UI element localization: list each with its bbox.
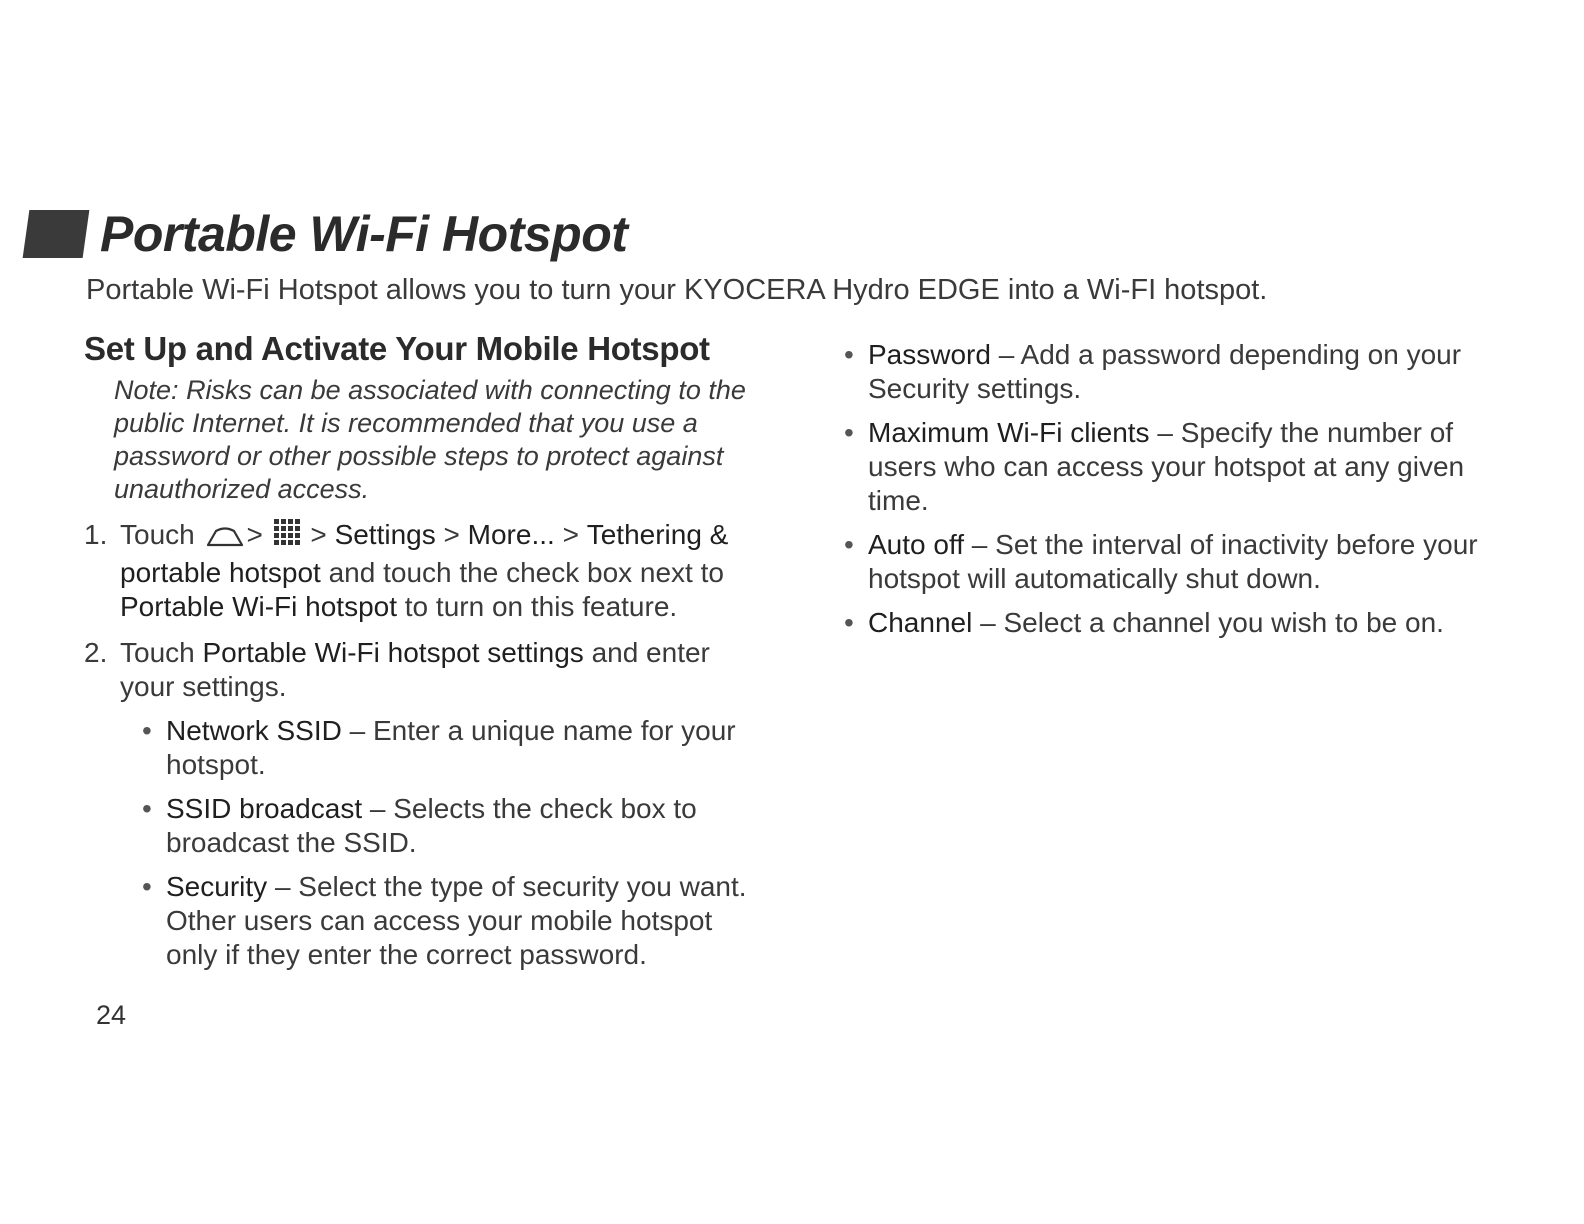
step-body [120,636,760,704]
bullet-desc: – Select a channel you wish to be on. [980,607,1444,638]
bullet-term: Security [166,871,268,902]
list-item [142,714,762,782]
right-column [844,330,1484,650]
bullet-term: Password [868,339,991,370]
bullet-term: Auto off [868,529,965,560]
bullet-dot: • [142,871,152,902]
page-number: 24 [96,1000,127,1030]
bullet-dot: • [844,607,854,638]
hotspot-settings-label: Portable Wi-Fi hotspot settings [202,637,584,668]
list-item [844,528,1484,596]
bullet-term: Network SSID [166,715,342,746]
step-body [120,518,760,624]
more-label: More... [467,519,555,550]
page-title: Portable Wi-Fi Hotspot [100,206,628,262]
left-bullet-list [142,714,762,972]
step-text: to turn on this feature. [404,591,678,622]
list-item [142,792,762,860]
bullet-term: Maximum Wi-Fi clients [868,417,1150,448]
bullet-desc: – Select the type of security you want. Other users can access your mobile hotspot only if they enter the correct password. [166,871,747,970]
step-number: 1. [84,519,108,550]
step-text: Touch [120,519,195,550]
bullet-dot: • [844,529,854,560]
section-heading: Set Up and Activate Your Mobile Hotspot [84,330,710,367]
home-icon [205,522,245,556]
note [114,374,754,506]
step-text: and touch the check box next to [328,557,724,588]
title-bar [26,204,627,264]
bullet-desc: – Specify the number of users who can access your hotspot at any given time. [868,417,1465,516]
note-label: Note: [114,375,179,405]
separator: > [443,519,460,550]
list-item [142,870,762,972]
separator: > [246,519,263,550]
separator: > [310,519,327,550]
bullet-desc: – Add a password depending on your Security settings. [868,339,1462,404]
bullet-term: Channel [868,607,973,638]
title-square-icon [23,210,90,258]
list-item [844,416,1484,518]
bullet-desc: – Enter a unique name for your hotspot. [166,715,736,780]
apps-grid-icon [273,518,301,554]
list-item [844,606,1484,640]
list-item [844,338,1484,406]
separator: > [562,519,579,550]
bullet-term: SSID broadcast [166,793,363,824]
tethering-label: Tethering & portable hotspot [120,519,729,588]
bullet-dot: • [844,417,854,448]
step-2 [84,636,784,704]
bullet-desc: – Set the interval of inactivity before your hotspot will automatically shut down. [868,529,1478,594]
bullet-desc: – Selects the check box to broadcast the SSID. [166,793,697,858]
intro-text: Portable Wi-Fi Hotspot allows you to turn your KYOCERA Hydro EDGE into a Wi-FI hotspot. [86,274,1268,306]
bullet-dot: • [142,715,152,746]
portable-hotspot-label: Portable Wi-Fi hotspot [120,591,397,622]
step-text: and enter your settings. [120,637,710,702]
bullet-dot: • [844,339,854,370]
left-column [84,330,784,972]
bullet-dot: • [142,793,152,824]
step-text: Touch [120,637,195,668]
step-number: 2. [84,637,108,668]
step-1 [84,518,784,624]
note-text: Risks can be associated with connecting to the public Internet. It is recommended that you use a password or other possible steps to protect against unauthorized access. [114,375,746,504]
settings-label: Settings [334,519,436,550]
